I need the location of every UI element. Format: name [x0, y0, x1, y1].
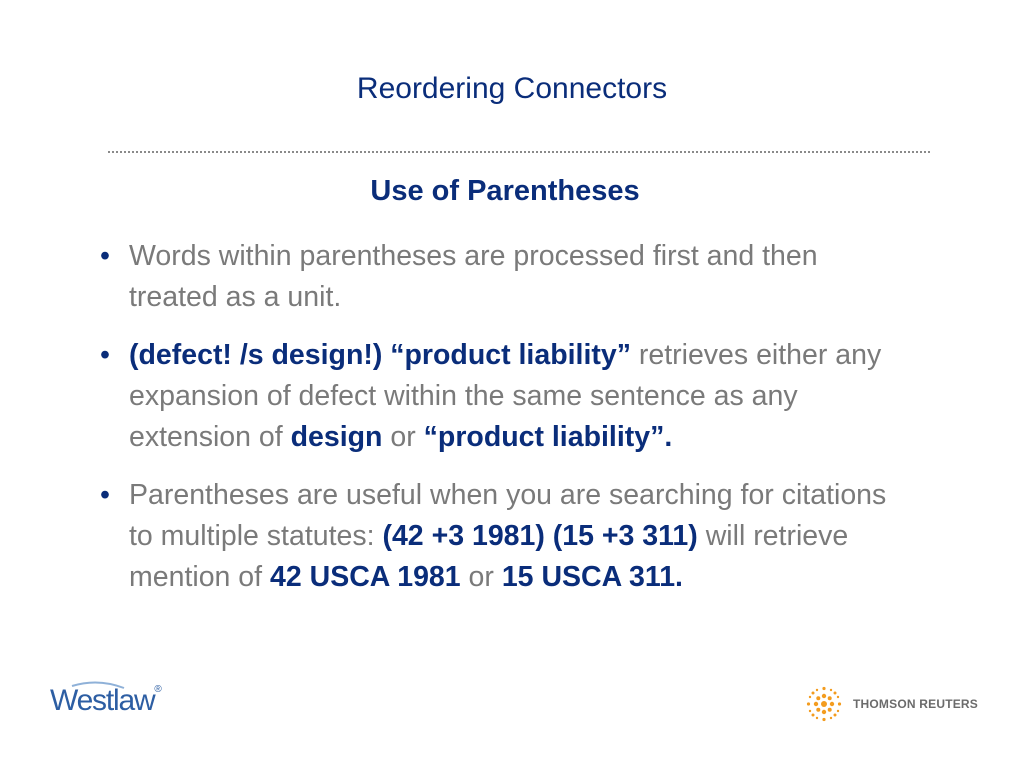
search-query-text: (42 +3 1981) (15 +3 311): [382, 520, 698, 552]
bullet-text: or: [460, 561, 502, 593]
citation-15-usca-311: 15 USCA 311.: [501, 561, 683, 593]
term-product-liability: “product liability”.: [423, 421, 673, 453]
bullet-text: or: [382, 421, 424, 453]
citation-42-usca-1981: 42 USCA 1981: [270, 561, 461, 593]
bullet-text: retrieves either any expansion of defect within the same sentence as any extension of: [129, 339, 882, 453]
thomson-reuters-logo: [804, 684, 984, 724]
westlaw-logo: [50, 680, 180, 720]
term-design: design: [290, 421, 383, 453]
bullet-text: will retrieve mention of: [129, 520, 849, 593]
westlaw-wordmark: Westlaw®: [50, 684, 162, 717]
bullet-item-2: [100, 335, 900, 458]
slide-subtitle: Use of Parentheses: [370, 175, 640, 207]
thomson-reuters-wordmark: THOMSON REUTERS: [853, 697, 979, 711]
bullet-item-3: [100, 475, 900, 598]
thomson-reuters-orange-circle-icon: [804, 684, 844, 724]
slide-title: Reordering Connectors: [356, 72, 668, 105]
bullet-dot-icon: •: [100, 240, 110, 272]
bullet-item-1: [100, 236, 900, 318]
bullet-text: Words within parentheses are processed first and then treated as a unit.: [129, 240, 818, 313]
bullet-list: [100, 236, 900, 615]
bullet-text: Parentheses are useful when you are searching for citations to multiple statutes:: [129, 479, 887, 552]
bullet-dot-icon: •: [100, 339, 110, 371]
bullet-dot-icon: •: [100, 479, 110, 511]
dotted-divider: [108, 151, 930, 153]
search-query-text: (defect! /s design!) “product liability”: [129, 339, 631, 371]
